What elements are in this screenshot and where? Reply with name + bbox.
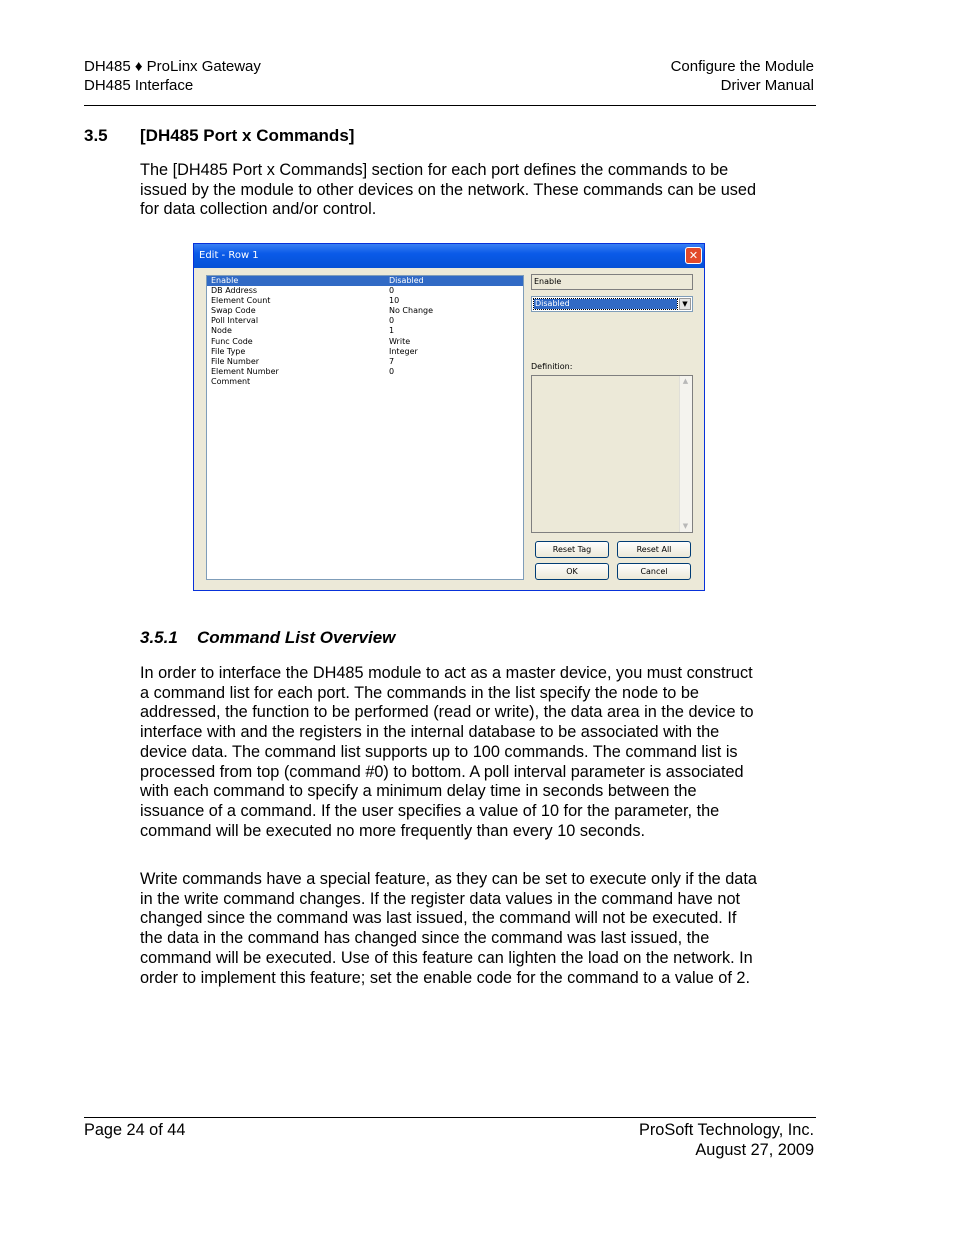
running-footer-right	[639, 1120, 814, 1160]
param-key: Swap Code	[211, 306, 256, 316]
field-name-display: Enable	[531, 274, 693, 290]
subsection-number: 3.5.1	[140, 628, 178, 647]
section-intro: The [DH485 Port x Commands] section for each port defines the commands to be issued by the module to other devices on the network. These commands can be used for data collection and/or control.	[140, 161, 757, 219]
overview-paragraph-1: In order to interface the DH485 module to act as a master device, you must construct a command list for each port. The commands in the list specify the node to be addressed, the function to be performed (read or write), the data area in the device to interface with and the registers in the internal database to be associated with the device data. The command list supports up to 100 commands. The command list is processed from top (command #0) to bottom. A poll interval parameter is associated with each command to specify a minimum delay time in seconds between the issuance of a command. If the user specifies a value of 10 for the parameter, the command will be executed no more frequently than every 10 seconds.	[140, 664, 754, 840]
param-key: Element Number	[211, 366, 279, 376]
param-value: 1	[389, 326, 395, 336]
header-rule	[84, 105, 816, 106]
param-key: Enable	[211, 276, 239, 285]
list-item[interactable]	[207, 377, 523, 387]
param-value: 0	[389, 366, 395, 376]
header-chapter: Configure the Module	[670, 58, 814, 75]
param-key: File Type	[211, 346, 246, 356]
definition-scrollbar[interactable]	[679, 376, 692, 532]
dialog-title: Edit - Row 1	[199, 250, 259, 261]
header-manual: Driver Manual	[720, 77, 814, 94]
param-value: 10	[389, 296, 400, 306]
param-key: File Number	[211, 356, 260, 366]
param-key: Element Count	[211, 296, 271, 306]
param-value: 7	[389, 356, 395, 366]
section-heading	[84, 126, 354, 146]
list-item[interactable]	[207, 347, 523, 357]
close-icon[interactable]: ✕	[685, 247, 702, 264]
list-item[interactable]	[207, 357, 523, 367]
list-item[interactable]	[207, 326, 523, 336]
list-item[interactable]	[207, 367, 523, 377]
header-interface: DH485 Interface	[84, 77, 194, 94]
list-item[interactable]	[207, 296, 523, 306]
param-key: Func Code	[211, 336, 253, 346]
parameter-list[interactable]	[206, 275, 524, 580]
overview-paragraph-2: Write commands have a special feature, as they can be set to execute only if the data in the write command changes. If the register data values in the command have not changed since the command was last issued, the command will not be executed. If the data in the command has changed since the command was last issued, the command will be executed. Use of this feature can lighten the load on the network. In order to implement this feature; set the enable code for the command to a value of 2.	[140, 870, 757, 987]
footer-company: ProSoft Technology, Inc.	[639, 1121, 814, 1139]
definition-label: Definition:	[531, 362, 573, 371]
value-dropdown[interactable]	[531, 296, 693, 312]
param-value: Integer	[389, 346, 418, 356]
running-header-right	[671, 57, 814, 95]
footer-date: August 27, 2009	[695, 1141, 814, 1159]
footer-rule	[84, 1117, 816, 1118]
list-item[interactable]	[207, 306, 523, 316]
param-key: DB Address	[211, 286, 258, 296]
running-header-left	[84, 57, 261, 95]
dialog-titlebar	[194, 244, 704, 268]
subsection-title: Command List Overview	[197, 628, 396, 647]
param-key: Poll Interval	[211, 316, 259, 326]
list-item[interactable]	[207, 286, 523, 296]
section-number: 3.5	[84, 126, 108, 145]
ok-button[interactable]: OK	[535, 563, 609, 580]
subsection-heading	[140, 628, 395, 648]
param-value: No Change	[389, 306, 434, 316]
param-value: 0	[389, 286, 395, 296]
scroll-up-icon[interactable]: ▲	[682, 377, 689, 385]
dropdown-selected-value: Disabled	[534, 299, 677, 309]
param-value: Write	[389, 336, 411, 346]
section-title: [DH485 Port x Commands]	[140, 126, 355, 145]
param-value: Disabled	[389, 276, 424, 285]
reset-tag-button[interactable]: Reset Tag	[535, 541, 609, 558]
list-item[interactable]	[207, 276, 523, 286]
reset-all-button[interactable]: Reset All	[617, 541, 691, 558]
param-key: Comment	[211, 376, 251, 386]
param-value: 0	[389, 316, 395, 326]
definition-textarea[interactable]	[531, 375, 693, 533]
list-item[interactable]	[207, 316, 523, 326]
param-key: Node	[211, 326, 232, 336]
chevron-down-icon[interactable]: ▼	[679, 298, 691, 310]
header-product: DH485 ♦ ProLinx Gateway	[84, 58, 261, 75]
page-number: Page 24 of 44	[84, 1121, 186, 1139]
edit-row-dialog	[193, 243, 705, 591]
scroll-down-icon[interactable]: ▼	[682, 522, 689, 530]
list-item[interactable]	[207, 337, 523, 347]
cancel-button[interactable]: Cancel	[617, 563, 691, 580]
